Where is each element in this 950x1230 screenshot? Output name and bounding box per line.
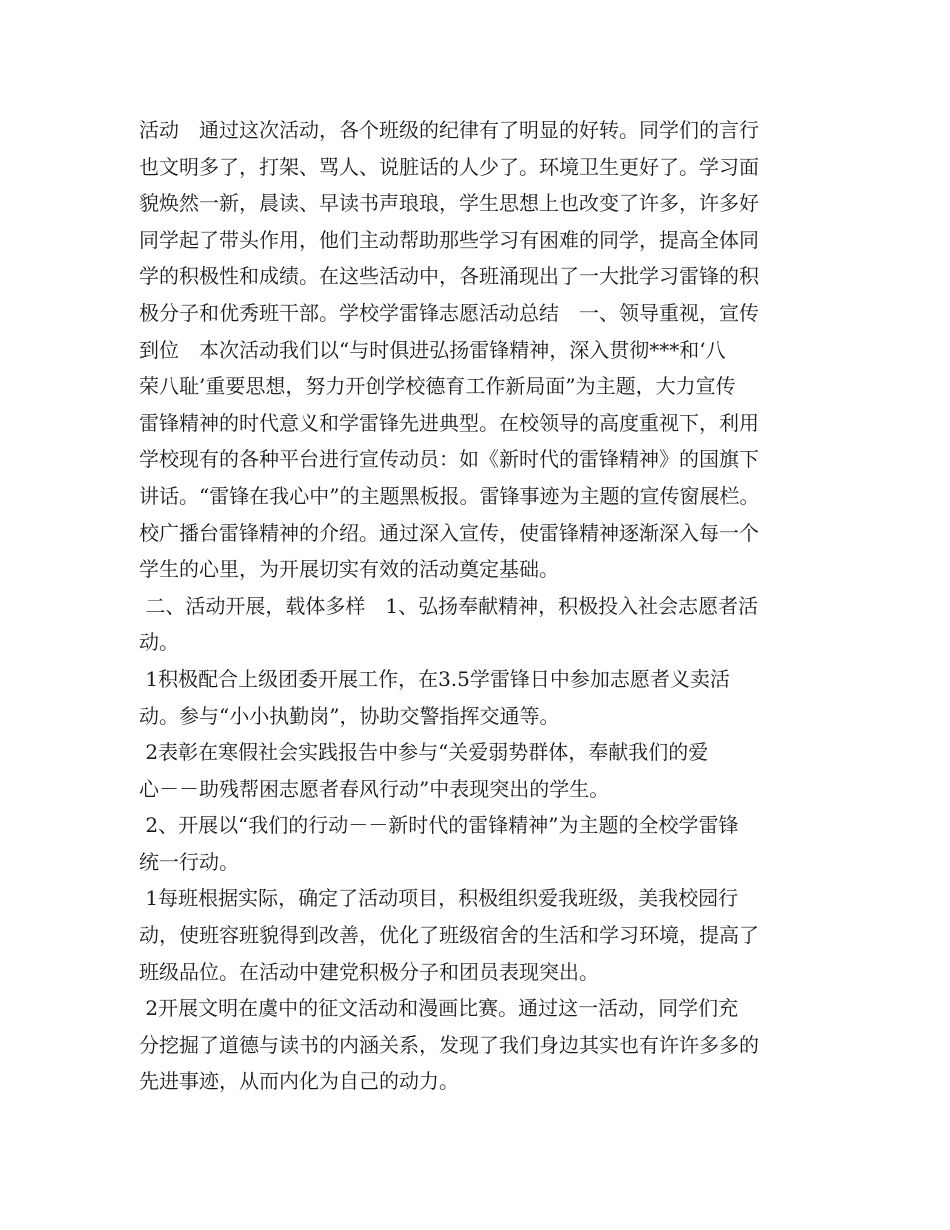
- text-line: 极分子和优秀班干部。学校学雷锋志愿活动总结 一、领导重视，宣传: [139, 300, 759, 325]
- text-line: 貌焕然一新，晨读、早读书声琅琅，学生思想上也改变了许多，许多好: [139, 191, 759, 216]
- paragraph: [139, 588, 829, 661]
- text-line: 动，使班容班貌得到改善，优化了班级宿舍的生活和学习环境，提高了: [139, 923, 759, 948]
- paragraph: [139, 990, 829, 1100]
- text-line: 讲话。“雷锋在我心中”的主题黑板报。雷锋事迹为主题的宣传窗展栏。: [139, 483, 760, 508]
- text-line: 心－－助残帮困志愿者春风行动”中表现突出的学生。: [139, 776, 610, 801]
- paragraph: [139, 734, 829, 807]
- text-line: 到位 本次活动我们以“与时俱进弘扬雷锋精神，深入贯彻***和‘八: [139, 337, 726, 362]
- text-line: 2表彰在寒假社会实践报告中参与“关爱弱势群体，奉献我们的爱: [139, 740, 709, 765]
- text-line: 动。: [139, 630, 179, 655]
- text-line: 先进事迹，从而内化为自己的动力。: [139, 1069, 459, 1094]
- text-line: 1积极配合上级团委开展工作，在3.5学雷锋日中参加志愿者义卖活: [139, 666, 730, 691]
- text-line: 分挖掘了道德与读书的内涵关系，发现了我们身边其实也有许许多多的: [139, 1032, 759, 1057]
- text-line: 同学起了带头作用，他们主动帮助那些学习有困难的同学，提高全体同: [139, 227, 759, 252]
- text-line: 动。参与“小小执勤岗”，协助交警指挥交通等。: [139, 703, 560, 728]
- text-line: 也文明多了，打架、骂人、说脏话的人少了。环境卫生更好了。学习面: [139, 154, 759, 179]
- text-line: 荣八耻’重要思想，努力开创学校德育工作新局面”为主题，大力宣传: [139, 374, 736, 399]
- paragraph: [139, 112, 829, 588]
- text-line: 活动 通过这次活动，各个班级的纪律有了明显的好转。同学们的言行: [139, 118, 759, 142]
- text-line: 统一行动。: [139, 849, 239, 874]
- text-line: 学生的心里，为开展切实有效的活动奠定基础。: [139, 557, 559, 582]
- text-line: 校广播台雷锋精神的介绍。通过深入宣传，使雷锋精神逐渐深入每一个: [139, 520, 759, 545]
- text-line: 2、开展以“我们的行动－－新时代的雷锋精神”为主题的全校学雷锋: [139, 813, 739, 838]
- paragraph: [139, 880, 829, 990]
- document-body: [139, 112, 829, 1100]
- text-line: 班级品位。在活动中建党积极分子和团员表现突出。: [139, 959, 599, 984]
- text-line: 学的积极性和成绩。在这些活动中，各班涌现出了一大批学习雷锋的积: [139, 264, 759, 289]
- text-line: 二、活动开展，载体多样 1、弘扬奉献精神，积极投入社会志愿者活: [139, 593, 759, 618]
- text-line: 1每班根据实际，确定了活动项目，积极组织爱我班级，美我校园行: [139, 886, 739, 911]
- text-line: 学校现有的各种平台进行宣传动员：如《新时代的雷锋精神》的国旗下: [139, 447, 759, 472]
- paragraph: [139, 661, 829, 734]
- paragraph: [139, 807, 829, 880]
- text-line: 2开展文明在虞中的征文活动和漫画比赛。通过这一活动，同学们充: [139, 996, 739, 1021]
- text-line: 雷锋精神的时代意义和学雷锋先进典型。在校领导的高度重视下，利用: [139, 410, 759, 435]
